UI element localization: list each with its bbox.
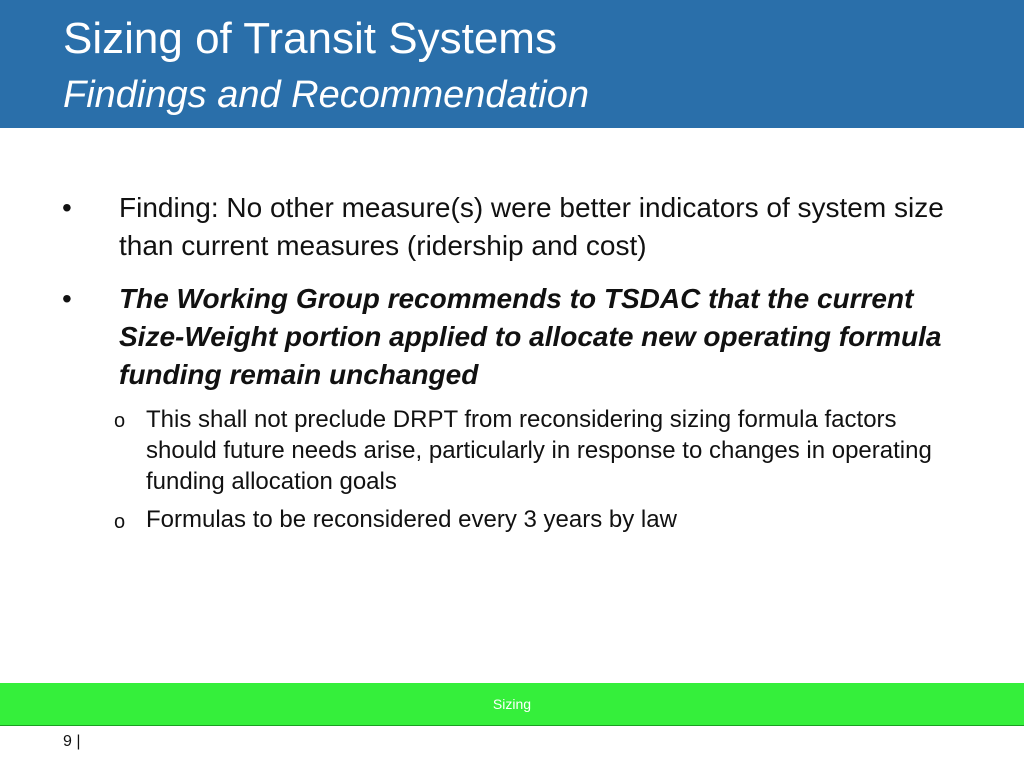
slide-title: Sizing of Transit Systems: [63, 14, 557, 63]
page-number: 9 |: [63, 733, 81, 750]
bullet-marker: •: [62, 283, 72, 314]
bullet-marker: •: [62, 192, 72, 223]
sub-bullet-marker: o: [114, 410, 126, 432]
recommendation-bullet-text: The Working Group recommends to TSDAC that the current Size-Weight portion applied to allocate new operating formula funding remain unchanged: [119, 283, 942, 390]
footer-band: [0, 683, 1024, 726]
sub-bullet-marker: o: [114, 511, 126, 533]
finding-bullet-text: Finding: No other measure(s) were better indicators of system size than current measures (ridership and cost): [119, 192, 944, 261]
sub-bullet-law-text: Formulas to be reconsidered every 3 years by law: [146, 506, 677, 533]
sub-bullet-preclude-text: This shall not preclude DRPT from reconsidering sizing formula factors should future needs arise, particularly in response to changes in operating funding allocation goals: [146, 406, 932, 495]
slide-subtitle: Findings and Recommendation: [63, 74, 589, 116]
footer-label: Sizing: [492, 696, 532, 712]
